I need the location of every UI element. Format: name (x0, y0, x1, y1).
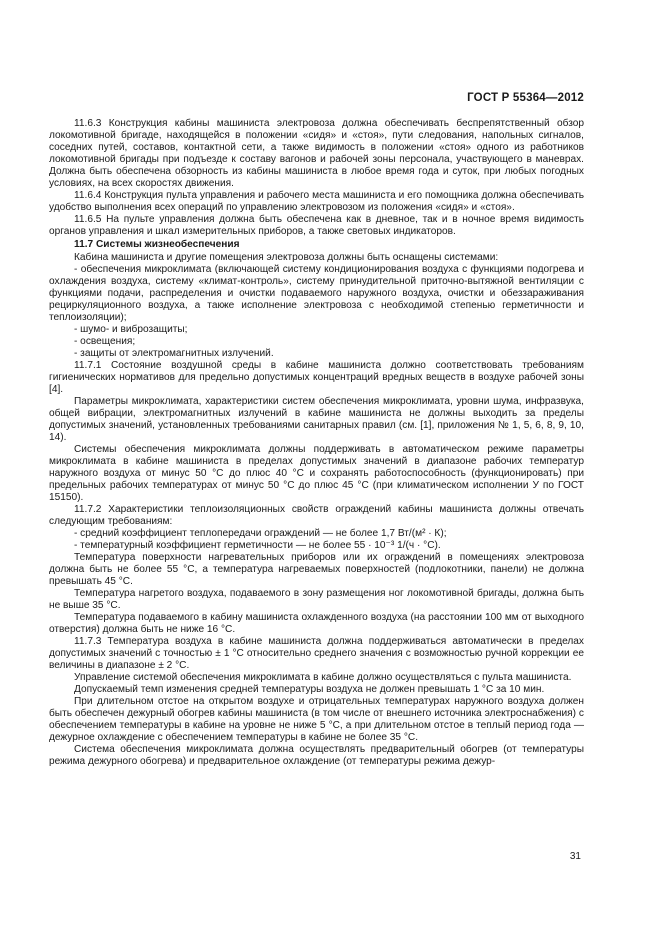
list-item-noise-vibration: - шумо- и виброзащиты; (74, 324, 188, 335)
paragraph-heater-temperature: Температура поверхности нагревательных приборов или их ограждений в помещениях электровоза должна быть не более 55 °С, а температура нагреваемых поверхностей (подлокотники, панели) не должна превышать 45 °С. (49, 552, 584, 587)
paragraph-heated-air: Температура нагретого воздуха, подаваемого в зону размещения ног локомотивной бригады, должна быть не выше 35 °С. (49, 588, 584, 611)
paragraph-systems-intro: Кабина машиниста и другие помещения электровоза должны быть оснащены системами: (74, 252, 499, 263)
paragraph-cooled-air: Температура подаваемого в кабину машиниста охлажденного воздуха (на расстоянии 100 мм от выходного отверстия) должна быть не ниже 16 °С. (49, 612, 584, 635)
paragraph-climate-control: Управление системой обеспечения микроклимата в кабине должно осуществляться с пульта машиниста. (74, 672, 572, 683)
document-body (49, 118, 584, 768)
paragraph-11-6-3: 11.6.3 Конструкция кабины машиниста электровоза должна обеспечивать беспрепятственный обзор локомотивной бригаде, находящейся в положении «сидя» и «стоя», пути следования, напольных сигналов, соседних путей, составов, контактной сети, а также видимость в положении «стоя» одного из работников локомотивной бригады при подъезде к составу вагонов и рабочей зоны персонала, участвующего в маневрах. Должна быть обеспечена обзорность из кабины машиниста в любое время года и суток, при любых погодных условиях, на всех скоростях движения. (49, 118, 584, 189)
page-number: 31 (569, 851, 581, 862)
paragraph-11-6-4: 11.6.4 Конструкция пульта управления и рабочего места машиниста и его помощника должна обеспечивать удобство выполнения всех операций по управлению электровозом из положения «сидя» и «стоя». (49, 190, 584, 213)
paragraph-11-7-1: 11.7.1 Состояние воздушной среды в кабине машиниста должно соответствовать требованиям гигиенических нормативов для предельно допустимых концентраций вредных веществ в воздухе рабочей зоны [4]. (49, 360, 584, 395)
standard-header: ГОСТ Р 55364—2012 (467, 92, 584, 104)
paragraph-temperature-rate: Допускаемый темп изменения средней температуры воздуха не должен превышать 1 °С за 10 мин. (74, 684, 545, 695)
section-heading-11-7: 11.7 Системы жизнеобеспечения (74, 239, 240, 250)
paragraph-11-7-2: 11.7.2 Характеристики теплоизоляционных свойств ограждений кабины машиниста должны отвечать следующим требованиям: (49, 504, 584, 527)
list-item-tightness: - температурный коэффициент герметичности — не более 55 · 10⁻³ 1/(ч · °С). (74, 540, 441, 551)
list-item-microclimate: - обеспечения микроклимата (включающей систему кондиционирования воздуха с функциями подогрева и охлаждения воздуха, систему «климат-контроль», систему принудительной приточно-вытяжной вентиляции с функциями подачи, распределения и очистки подаваемого наружного воздуха, очистки и обеззараживания рециркуляционного воздуха, а также исполнение электровоза с необходимой степенью герметичности и теплоизоляции); (49, 264, 584, 323)
paragraph-preheating: Система обеспечения микроклимата должна осуществлять предварительный обогрев (от температуры режима дежурного обогрева) и предварительное охлаждение (от температуры режима дежур- (49, 744, 584, 767)
paragraph-microclimate-systems: Системы обеспечения микроклимата должны поддерживать в автоматическом режиме параметры микроклимата в кабине машиниста в пределах допустимых значений в диапазоне рабочих температур наружного воздуха от минус 50 °С до плюс 40 °С и сохранять работоспособность (функционировать) при предельных рабочих температурах от минус 50 °С до плюс 45 °С (при климатическом исполнении У по ГОСТ 15150). (49, 444, 584, 503)
list-item-lighting: - освещения; (74, 336, 136, 347)
paragraph-11-7-3: 11.7.3 Температура воздуха в кабине машиниста должна поддерживаться автоматически в пределах допустимых значений с точностью ± 1 °С относительно среднего значения с возможностью ручной коррекции ее величины в диапазоне ± 2 °С. (49, 636, 584, 671)
paragraph-11-6-5: 11.6.5 На пульте управления должна быть обеспечена как в дневное, так и в ночное время видимость органов управления и шкал измерительных приборов, а также световых индикаторов. (49, 214, 584, 237)
paragraph-microclimate-params: Параметры микроклимата, характеристики систем обеспечения микроклимата, уровни шума, инфразвука, общей вибрации, электромагнитных излучений в кабине машиниста не должны выходить за пределы допустимых значений, установленных требованиями санитарных правил (см. [1], приложения № 1, 5, 6, 8, 9, 10, 14). (49, 396, 584, 443)
list-item-heat-transfer: - средний коэффициент теплопередачи ограждений — не более 1,7 Вт/(м² · К); (74, 528, 447, 539)
list-item-em-protection: - защиты от электромагнитных излучений. (74, 348, 274, 359)
paragraph-standby-heating: При длительном отстое на открытом воздухе и отрицательных температурах наружного воздуха должен быть обеспечен дежурный обогрев кабины машиниста (в том числе от внешнего источника электроснабжения) с обеспечением температуры в кабине на уровне не ниже 5 °С, а при длительном отстое в теплый период года — дежурное охлаждение с обеспечением температуры в кабине не более 35 °С. (49, 696, 584, 743)
